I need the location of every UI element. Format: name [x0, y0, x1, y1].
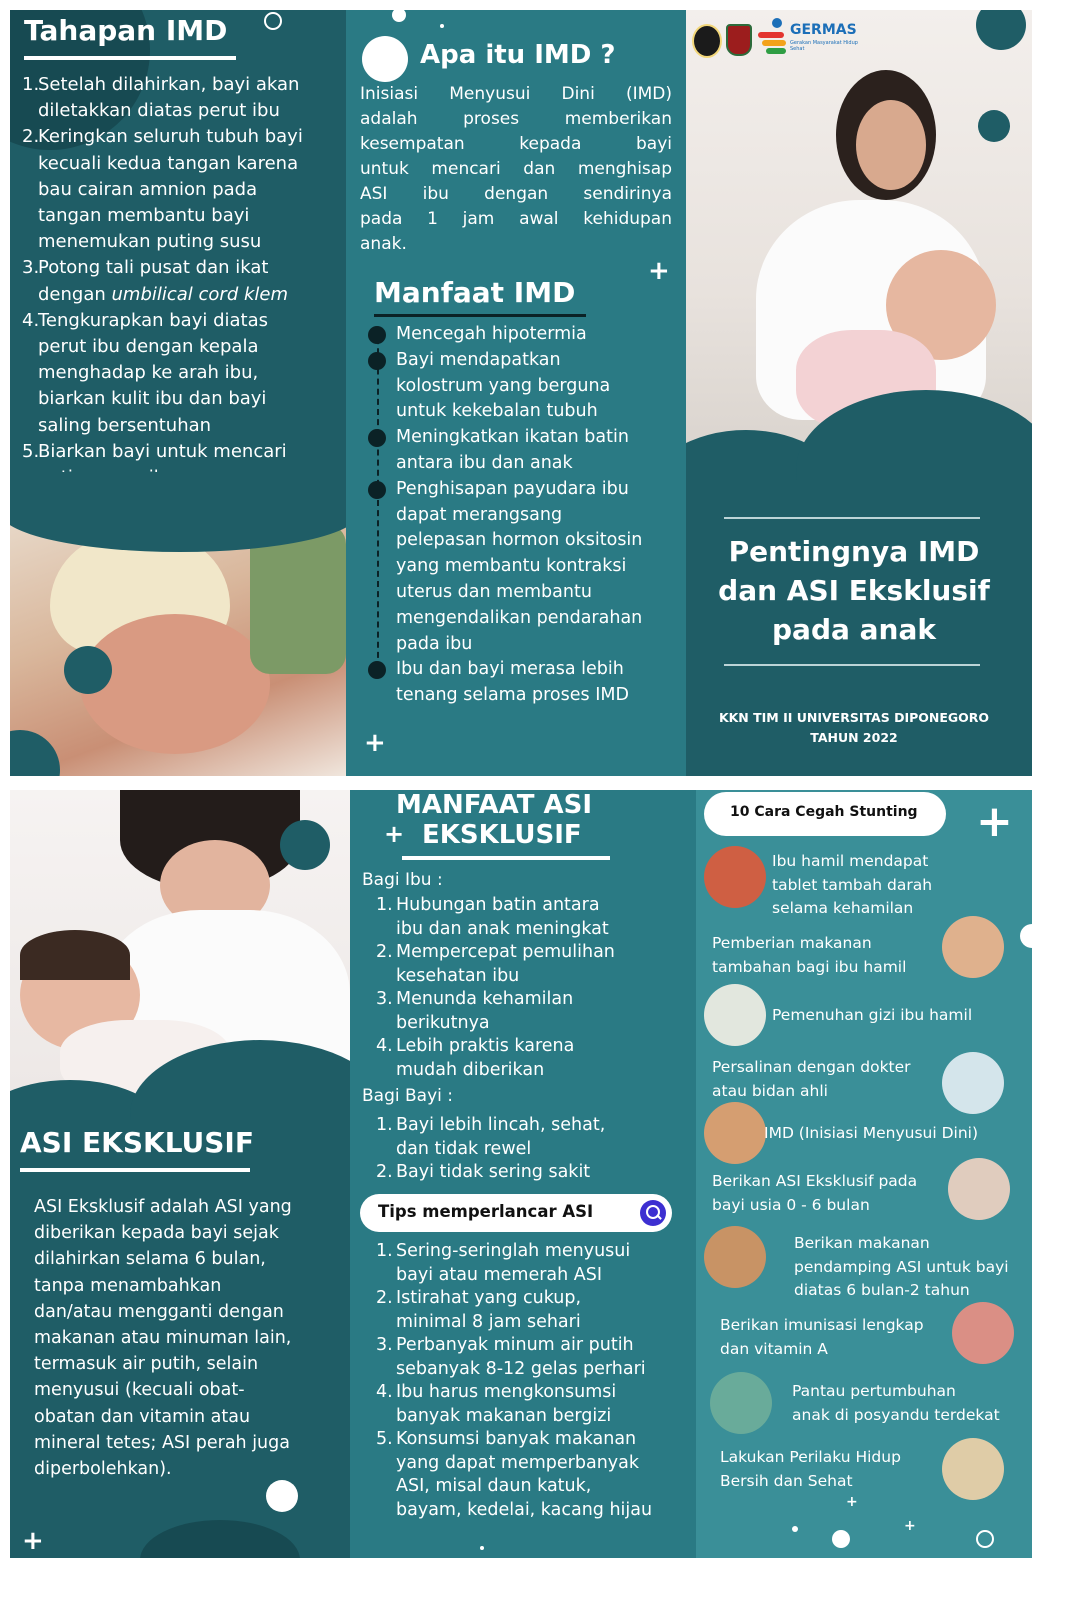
germas-logo-subtext: Gerakan Masyarakat Hidup Sehat — [790, 40, 858, 52]
list-number: 4. — [376, 1036, 393, 1056]
logo-region-icon — [726, 24, 752, 56]
list-number: 1. — [376, 895, 393, 915]
stunting-item-line: atau bidan ahli — [712, 1081, 828, 1100]
plus-icon: + — [846, 1494, 858, 1510]
stunting-illustration-icon — [704, 984, 766, 1046]
asi-eksklusif-heading: ASI EKSKLUSIF — [20, 1126, 254, 1159]
bagi-bayi-label: Bagi Bayi : — [362, 1086, 453, 1106]
stunting-item — [792, 1380, 1000, 1427]
decor-blob — [280, 820, 330, 870]
imd-definition — [360, 82, 672, 257]
stunting-item — [772, 1004, 972, 1028]
stunting-item-line: tablet tambah darah — [772, 875, 933, 894]
list-line: minimal 8 jam sehari — [396, 1311, 581, 1332]
asi-eksklusif-definition — [34, 1194, 340, 1482]
list-line: sebanyak 8-12 gelas perhari — [396, 1358, 646, 1379]
stunting-illustration-icon — [942, 916, 1004, 978]
list-line: Keringkan seluruh tubuh bayi — [38, 126, 303, 148]
stunting-item-line: Berikan imunisasi lengkap — [720, 1316, 924, 1334]
stunting-item — [712, 932, 906, 979]
list-line: Setelah dilahirkan, bayi akan — [38, 74, 300, 95]
cover-title — [686, 532, 1022, 649]
definition-line: diberikan kepada bayi sejak — [34, 1223, 279, 1244]
tip-item — [376, 1287, 692, 1334]
stunting-illustration-icon — [704, 1226, 766, 1288]
definition-line: Inisiasi Menyusui Dini (IMD) — [360, 84, 672, 104]
tahapan-step — [22, 72, 338, 124]
benefit-item — [368, 657, 680, 709]
stunting-illustration-icon — [942, 1052, 1004, 1114]
list-number: 2. — [22, 126, 40, 148]
stunting-item-line: dan vitamin A — [720, 1339, 828, 1358]
benefit-line: mengendalikan pendarahan — [396, 607, 643, 628]
list-line: yang dapat memperbanyak — [396, 1452, 640, 1473]
definition-line: termasuk air putih, selain — [34, 1354, 259, 1375]
definition-line: tanpa menambahkan — [34, 1275, 222, 1296]
manfaat-asi-heading-line1: MANFAAT ASI — [396, 790, 593, 820]
benefit-line: Bayi mendapatkan — [396, 349, 561, 370]
decor-ring — [976, 1530, 994, 1548]
list-line: saling bersentuhan — [38, 414, 212, 436]
list-number: 5. — [376, 1429, 393, 1449]
decor-dot — [266, 1480, 298, 1512]
list-number: 2. — [376, 1162, 393, 1182]
benefit-line: Penghisapan payudara ibu — [396, 478, 629, 499]
stunting-item-line: anak di posyandu terdekat — [792, 1405, 1000, 1424]
list-line: Ibu harus mengkonsumsi — [396, 1382, 617, 1402]
search-icon — [640, 1200, 666, 1226]
bullet-dot — [368, 661, 386, 679]
tip-item — [376, 1240, 692, 1287]
panel-asi-eksklusif — [10, 790, 350, 1558]
list-line: dan tidak rewel — [396, 1138, 532, 1159]
list-line: berikutnya — [396, 1012, 490, 1033]
plus-icon: + — [976, 796, 1013, 847]
decor-blob — [10, 472, 346, 552]
definition-line: dan/atau mengganti dengan — [34, 1301, 284, 1322]
benefit-line: Meningkatkan ikatan batin — [396, 427, 629, 448]
list-number: 2. — [376, 1288, 393, 1308]
stunting-item-line: Persalinan dengan dokter — [712, 1058, 911, 1076]
list-line: Menunda kehamilan — [396, 989, 574, 1009]
stunting-item-line: Bersih dan Sehat — [720, 1471, 853, 1490]
tahapan-step — [22, 124, 338, 255]
list-line: diletakkan diatas perut ibu — [38, 100, 280, 122]
stunting-item-line: Lakukan Perilaku Hidup — [720, 1448, 901, 1466]
stunting-illustration-icon — [704, 846, 766, 908]
benefit-line: Ibu dan bayi merasa lebih — [396, 659, 624, 680]
list-line: bayi atau memerah ASI — [396, 1264, 603, 1285]
stunting-item — [720, 1314, 924, 1361]
ibu-benefit — [376, 941, 686, 988]
stunting-item-line: pendamping ASI untuk bayi — [794, 1257, 1009, 1276]
list-line: Mempercepat pemulihan — [396, 942, 615, 962]
stunting-illustration-icon — [942, 1438, 1004, 1500]
list-line: bayam, kedelai, kacang hijau — [396, 1499, 653, 1520]
list-line: mudah diberikan — [396, 1059, 545, 1080]
list-line: Istirahat yang cukup, — [396, 1288, 582, 1308]
list-number: 2. — [376, 942, 393, 962]
bullet-dot — [368, 326, 386, 344]
benefit-line: antara ibu dan anak — [396, 452, 573, 473]
stunting-item-line: IMD (Inisiasi Menyusui Dini) — [764, 1124, 979, 1142]
stunting-item-line: bayi usia 0 - 6 bulan — [712, 1195, 870, 1214]
plus-icon: + — [648, 256, 670, 286]
list-line: ibu dan anak meningkat — [396, 918, 609, 939]
title-divider-top — [724, 517, 980, 519]
manfaat-imd-heading: Manfaat IMD — [374, 276, 576, 309]
definition-line: menyusui (kecuali obat- — [34, 1380, 245, 1401]
tahapan-step — [22, 255, 338, 307]
stunting-item-line: tambahan bagi ibu hamil — [712, 957, 907, 976]
decor-dot — [792, 1526, 798, 1532]
panel-cover — [686, 10, 1032, 776]
tip-item — [376, 1428, 692, 1522]
tip-item — [376, 1334, 692, 1381]
list-number: 5. — [22, 440, 40, 462]
list-line: Tengkurapkan bayi diatas — [38, 309, 269, 331]
stunting-illustration-icon — [952, 1302, 1014, 1364]
heading-underline — [20, 1168, 250, 1172]
bayi-benefit — [376, 1161, 686, 1185]
list-line: Hubungan batin antara — [396, 895, 600, 915]
list-line: Biarkan bayi untuk mencari — [38, 440, 287, 462]
benefit-line: Mencegah hipotermia — [396, 324, 587, 344]
credit-line-2: TAHUN 2022 — [810, 730, 898, 745]
bullet-dot — [368, 429, 386, 447]
benefit-line: pelepasan hormon oksitosin — [396, 530, 643, 551]
definition-line: obatan dan vitamin atau — [34, 1406, 251, 1427]
heading-underline — [402, 856, 610, 860]
list-line: banyak makanan bergizi — [396, 1405, 612, 1426]
panel-tahapan-imd — [10, 10, 346, 776]
list-line: menghadap ke arah ibu, — [38, 362, 259, 384]
benefit-line: pada ibu — [396, 633, 473, 654]
stunting-item — [772, 850, 932, 921]
ibu-benefit — [376, 988, 686, 1035]
benefit-line: kolostrum yang berguna — [396, 375, 611, 396]
list-number: 1. — [376, 1241, 393, 1261]
stunting-heading: 10 Cara Cegah Stunting — [730, 804, 918, 820]
stunting-item — [712, 1056, 911, 1103]
tahapan-step — [22, 308, 338, 439]
list-line: kesehatan ibu — [396, 965, 520, 986]
stunting-item — [720, 1446, 901, 1493]
decor-blob — [64, 646, 112, 694]
stunting-item-line: Berikan ASI Eksklusif pada — [712, 1172, 918, 1190]
list-line: Perbanyak minum air putih — [396, 1335, 634, 1355]
bayi-benefit — [376, 1114, 686, 1161]
plus-icon: + — [904, 1518, 916, 1534]
apa-itu-imd-heading: Apa itu IMD ? — [420, 40, 616, 70]
decor-dot — [392, 10, 406, 22]
benefit-line: untuk kekebalan tubuh — [396, 401, 598, 422]
list-line: biarkan kulit ibu dan bayi — [38, 388, 267, 410]
list-line: Sering-seringlah menyusui — [396, 1241, 631, 1261]
panel-apa-itu-imd — [346, 10, 686, 776]
stunting-item-line: selama kehamilan — [772, 899, 914, 917]
benefit-line: uterus dan membantu — [396, 581, 592, 602]
list-number: 3. — [376, 1335, 393, 1355]
list-line: Konsumsi banyak makanan — [396, 1429, 637, 1449]
circle-decor — [362, 36, 408, 82]
bagi-ibu-label: Bagi Ibu : — [362, 870, 443, 890]
plus-icon: + — [22, 1526, 44, 1556]
cover-title-line: pada anak — [772, 613, 936, 646]
definition-line: kesempatan kepada bayi — [360, 134, 672, 154]
benefit-item — [368, 348, 680, 425]
stunting-list — [696, 790, 1032, 1558]
list-line: Potong tali pusat dan ikat — [38, 257, 269, 279]
tip-item — [376, 1381, 692, 1428]
list-number: 3. — [376, 989, 393, 1009]
logo-university-icon — [692, 24, 722, 58]
list-number: 1. — [376, 1115, 393, 1135]
definition-line: pada 1 jam awal kehidupan — [360, 209, 672, 229]
definition-line: adalah proses memberikan — [360, 109, 672, 129]
definition-line: anak. — [360, 234, 407, 254]
bullet-dot — [368, 481, 386, 499]
heading-underline — [374, 314, 586, 317]
tahapan-steps-list — [22, 72, 338, 491]
bagi-ibu-list — [376, 894, 686, 1082]
stunting-item-line: Berikan makanan — [794, 1234, 930, 1252]
manfaat-asi-heading-line2: EKSKLUSIF — [422, 820, 582, 850]
decor-ring — [264, 12, 282, 30]
list-line: Bayi lebih lincah, sehat, — [396, 1115, 606, 1135]
decor-dot — [832, 1530, 850, 1548]
title-divider-bottom — [724, 664, 980, 666]
decor-blob — [978, 110, 1010, 142]
definition-line: ASI ibu dengan sendirinya — [360, 184, 672, 204]
benefit-item — [368, 425, 680, 477]
panel-manfaat-asi — [350, 790, 696, 1558]
manfaat-imd-list — [368, 322, 680, 709]
list-line: dengan umbilical cord klem — [38, 283, 289, 305]
stunting-item-line: diatas 6 bulan-2 tahun — [794, 1281, 970, 1299]
germas-logo-text: GERMAS — [790, 22, 857, 38]
benefit-line: dapat merangsang — [396, 504, 563, 525]
list-line: Lebih praktis karena — [396, 1036, 575, 1056]
stunting-item-line: Pemberian makanan — [712, 934, 872, 952]
list-line: Bayi tidak sering sakit — [396, 1162, 591, 1182]
benefit-item — [368, 322, 680, 348]
stunting-item-line: Pantau pertumbuhan — [792, 1382, 956, 1400]
heading-underline — [24, 56, 236, 60]
list-line: kecuali kedua tangan karena — [38, 152, 299, 174]
list-line: bau cairan amnion pada — [38, 178, 258, 200]
definition-line: diperbolehkan). — [34, 1459, 172, 1480]
credit-line-1: KKN TIM II UNIVERSITAS DIPONEGORO — [718, 710, 990, 725]
tips-label: Tips memperlancar ASI — [378, 1202, 594, 1221]
ibu-benefit — [376, 894, 686, 941]
list-line: menemukan puting susu — [38, 231, 262, 253]
stunting-item-line: Ibu hamil mendapat — [772, 852, 929, 870]
decor-dot — [440, 24, 444, 28]
definition-line: mineral tetes; ASI perah juga — [34, 1432, 290, 1453]
list-number: 3. — [22, 257, 40, 279]
tahapan-heading: Tahapan IMD — [24, 14, 228, 47]
bullet-dot — [368, 352, 386, 370]
tips-list — [376, 1240, 692, 1522]
list-number: 1. — [22, 74, 40, 95]
definition-line: ASI Eksklusif adalah ASI yang — [34, 1197, 292, 1217]
list-number: 4. — [22, 309, 40, 331]
ibu-benefit — [376, 1035, 686, 1082]
benefit-item — [368, 477, 680, 658]
panel-cegah-stunting — [696, 790, 1032, 1558]
bagi-bayi-list — [376, 1114, 686, 1185]
benefit-line: yang membantu kontraksi — [396, 556, 627, 577]
stunting-illustration-icon — [710, 1372, 772, 1434]
definition-line: dilahirkan selama 6 bulan, — [34, 1249, 266, 1270]
plus-icon: + — [364, 728, 386, 758]
list-line: perut ibu dengan kepala — [38, 336, 259, 358]
stunting-item — [712, 1170, 917, 1217]
plus-icon: + — [384, 820, 405, 848]
benefit-line: tenang selama proses IMD — [396, 685, 629, 706]
germas-logo-icon — [758, 18, 786, 54]
definition-line: makanan atau minuman lain, — [34, 1328, 292, 1349]
stunting-item-line: Pemenuhan gizi ibu hamil — [772, 1006, 973, 1024]
list-line: tangan membantu bayi — [38, 205, 250, 227]
decor-dot — [480, 1546, 484, 1550]
stunting-illustration-icon — [948, 1158, 1010, 1220]
cover-title-line: Pentingnya IMD — [728, 535, 980, 568]
stunting-item — [764, 1122, 978, 1146]
list-line: ASI, misal daun katuk, — [396, 1476, 592, 1496]
stunting-item — [794, 1232, 1009, 1303]
cover-title-line: dan ASI Eksklusif — [718, 574, 990, 607]
list-number: 4. — [376, 1382, 393, 1402]
definition-line: untuk mencari dan menghisap — [360, 159, 672, 179]
stunting-illustration-icon — [704, 1102, 766, 1164]
